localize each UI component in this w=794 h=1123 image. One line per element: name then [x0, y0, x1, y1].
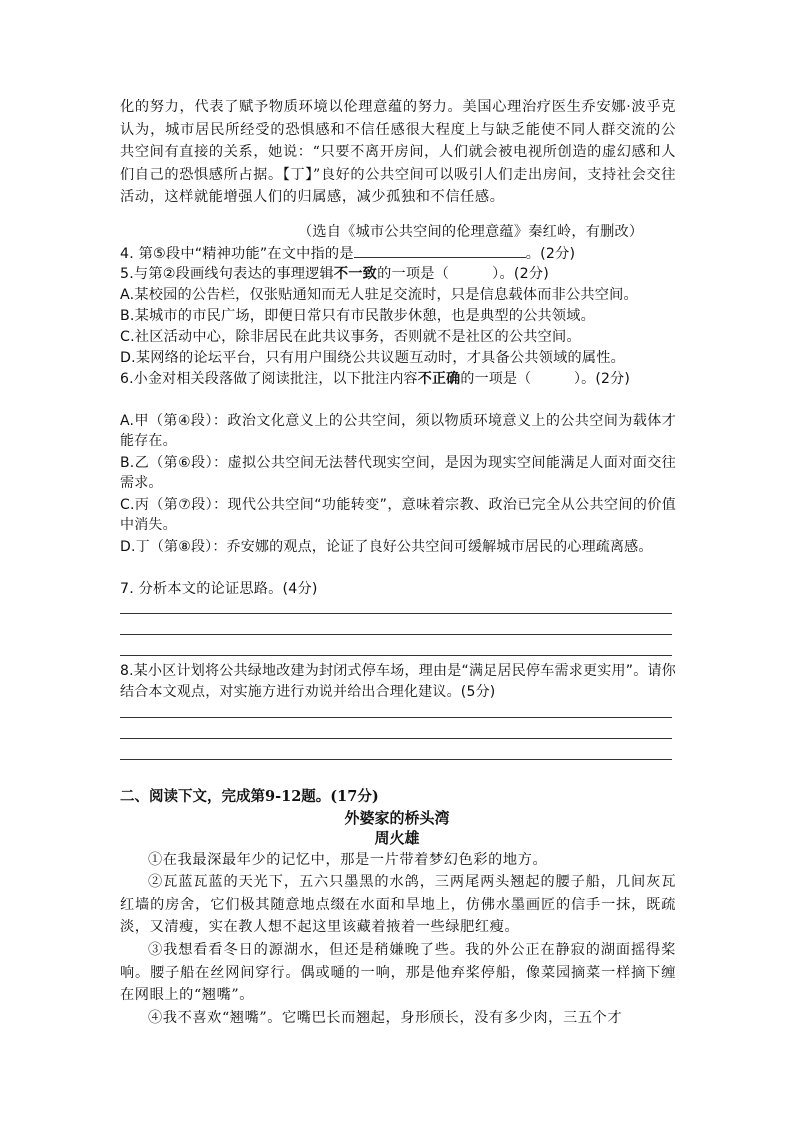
article-paragraph: ①在我最深最年少的记忆中，那是一片带着梦幻色彩的地方。	[148, 852, 548, 868]
answer-blank[interactable]	[354, 243, 526, 258]
question-5-option-d: D.某网络的论坛平台，只有用户围绕公共议题互动时，才具备公共领域的属性。	[120, 350, 626, 366]
answer-line[interactable]	[120, 738, 672, 739]
passage-source: （选自《城市公共空间的伦理意蕴》秦红岭，有删改）	[298, 224, 644, 240]
question-8: 8.某小区计划将公共绿地改建为封闭式停车场，理由是“满足居民停车需求更实用”。请你结合本文观点，对实施方进行劝说并给出合理化建议。(5分)	[120, 663, 676, 700]
question-6	[120, 369, 676, 389]
answer-line[interactable]	[120, 655, 672, 656]
question-5	[120, 264, 549, 284]
question-5-option-b: B.某城市的市民广场，即便日常只有市民散步休憩，也是典型的公共领域。	[120, 308, 596, 324]
section-heading: 二、阅读下文，完成第9-12题。(17分)	[120, 788, 379, 805]
passage-paragraph: 化的努力，代表了赋予物质环境以伦理意蕴的努力。美国心理治疗医生乔安娜·波乎克认为，城市居民所经受的恐惧感和不信任感很大程度上与缺乏能使不同人群交流的公共空间有直接的关系，她说：“只要不离开房间，人们就会被电视所创造的虚幻感和人们自己的恐惧感所占据。【丁】”良好的公共空间可以吸引人们走出房间，支持社会交往活动，这样就能增强人们的归属感，减少孤独和不信任感。	[120, 99, 676, 206]
question-4-stem: 4. 第⑤段中“精神功能”在文中指的是	[120, 246, 354, 262]
article-author: 周火雄	[374, 829, 420, 847]
question-6-option-c: C.丙（第⑦段）：现代公共空间“功能转变”，意味着宗教、政治已完全从公共空间的价值中消失。	[120, 497, 676, 533]
answer-line[interactable]	[120, 717, 672, 718]
question-6-option-a: A.甲（第④段）：政治文化意义上的公共空间，须以物质环境意义上的公共空间为载体才能存在。	[120, 413, 676, 449]
article-title: 外婆家的桥头湾	[344, 809, 450, 827]
answer-line[interactable]	[120, 759, 672, 760]
question-6-option-d: D.丁（第⑧段）：乔安娜的观点，论证了良好公共空间可缓解城市居民的心理疏离感。	[120, 539, 653, 555]
article-paragraph: ③我想看看冬日的源湖水，但还是稍嫌晚了些。我的外公正在静寂的湖面摇得桨响。腰子船在丝网间穿行。偶或嗵的一响，那是他弃桨停船，像菜园摘菜一样摘下缠在网眼上的“翘嘴”。	[120, 942, 676, 1004]
question-5-tail: 的一项是（ ）。(2分)	[377, 266, 549, 282]
question-6-stem: 6.小金对相关段落做了阅读批注，以下批注内容	[120, 371, 418, 387]
question-7: 7. 分析本文的论证思路。(4分)	[120, 581, 318, 597]
question-6-option-b: B.乙（第⑥段）：虚拟公共空间无法替代现实空间，是因为现实空间能满足人面对面交往需求。	[120, 455, 676, 491]
question-6-tail: 的一项是（ ）。(2分)	[460, 371, 631, 387]
question-4-score: 。(2分)	[525, 246, 576, 262]
article-paragraph: ④我不喜欢“翘嘴”。它嘴巴长而翘起，身形颀长，没有多少肉，三五个才	[148, 1010, 623, 1026]
question-4	[120, 243, 575, 264]
question-5-option-c: C.社区活动中心，除非居民在此共议事务，否则就不是社区的公共空间。	[120, 329, 581, 345]
question-5-emphasis: 不一致	[333, 266, 378, 282]
article-paragraph: ②瓦蓝瓦蓝的天光下，五六只墨黑的水鸽，三两尾两头翘起的腰子船，几间灰瓦红墙的房舍，它们极其随意地点缀在水面和旱地上，仿佛水墨画匠的信手一抹，既疏淡，又清瘦，实在教人想不起这里该藏着掖着一些绿肥红瘦。	[120, 874, 676, 936]
answer-line[interactable]	[120, 613, 672, 614]
answer-line[interactable]	[120, 634, 672, 635]
question-5-stem: 5.与第②段画线句表达的事理逻辑	[120, 266, 334, 282]
question-6-emphasis: 不正确	[417, 371, 461, 387]
question-5-option-a: A.某校园的公告栏，仅张贴通知而无人驻足交流时，只是信息载体而非公共空间。	[120, 287, 638, 303]
